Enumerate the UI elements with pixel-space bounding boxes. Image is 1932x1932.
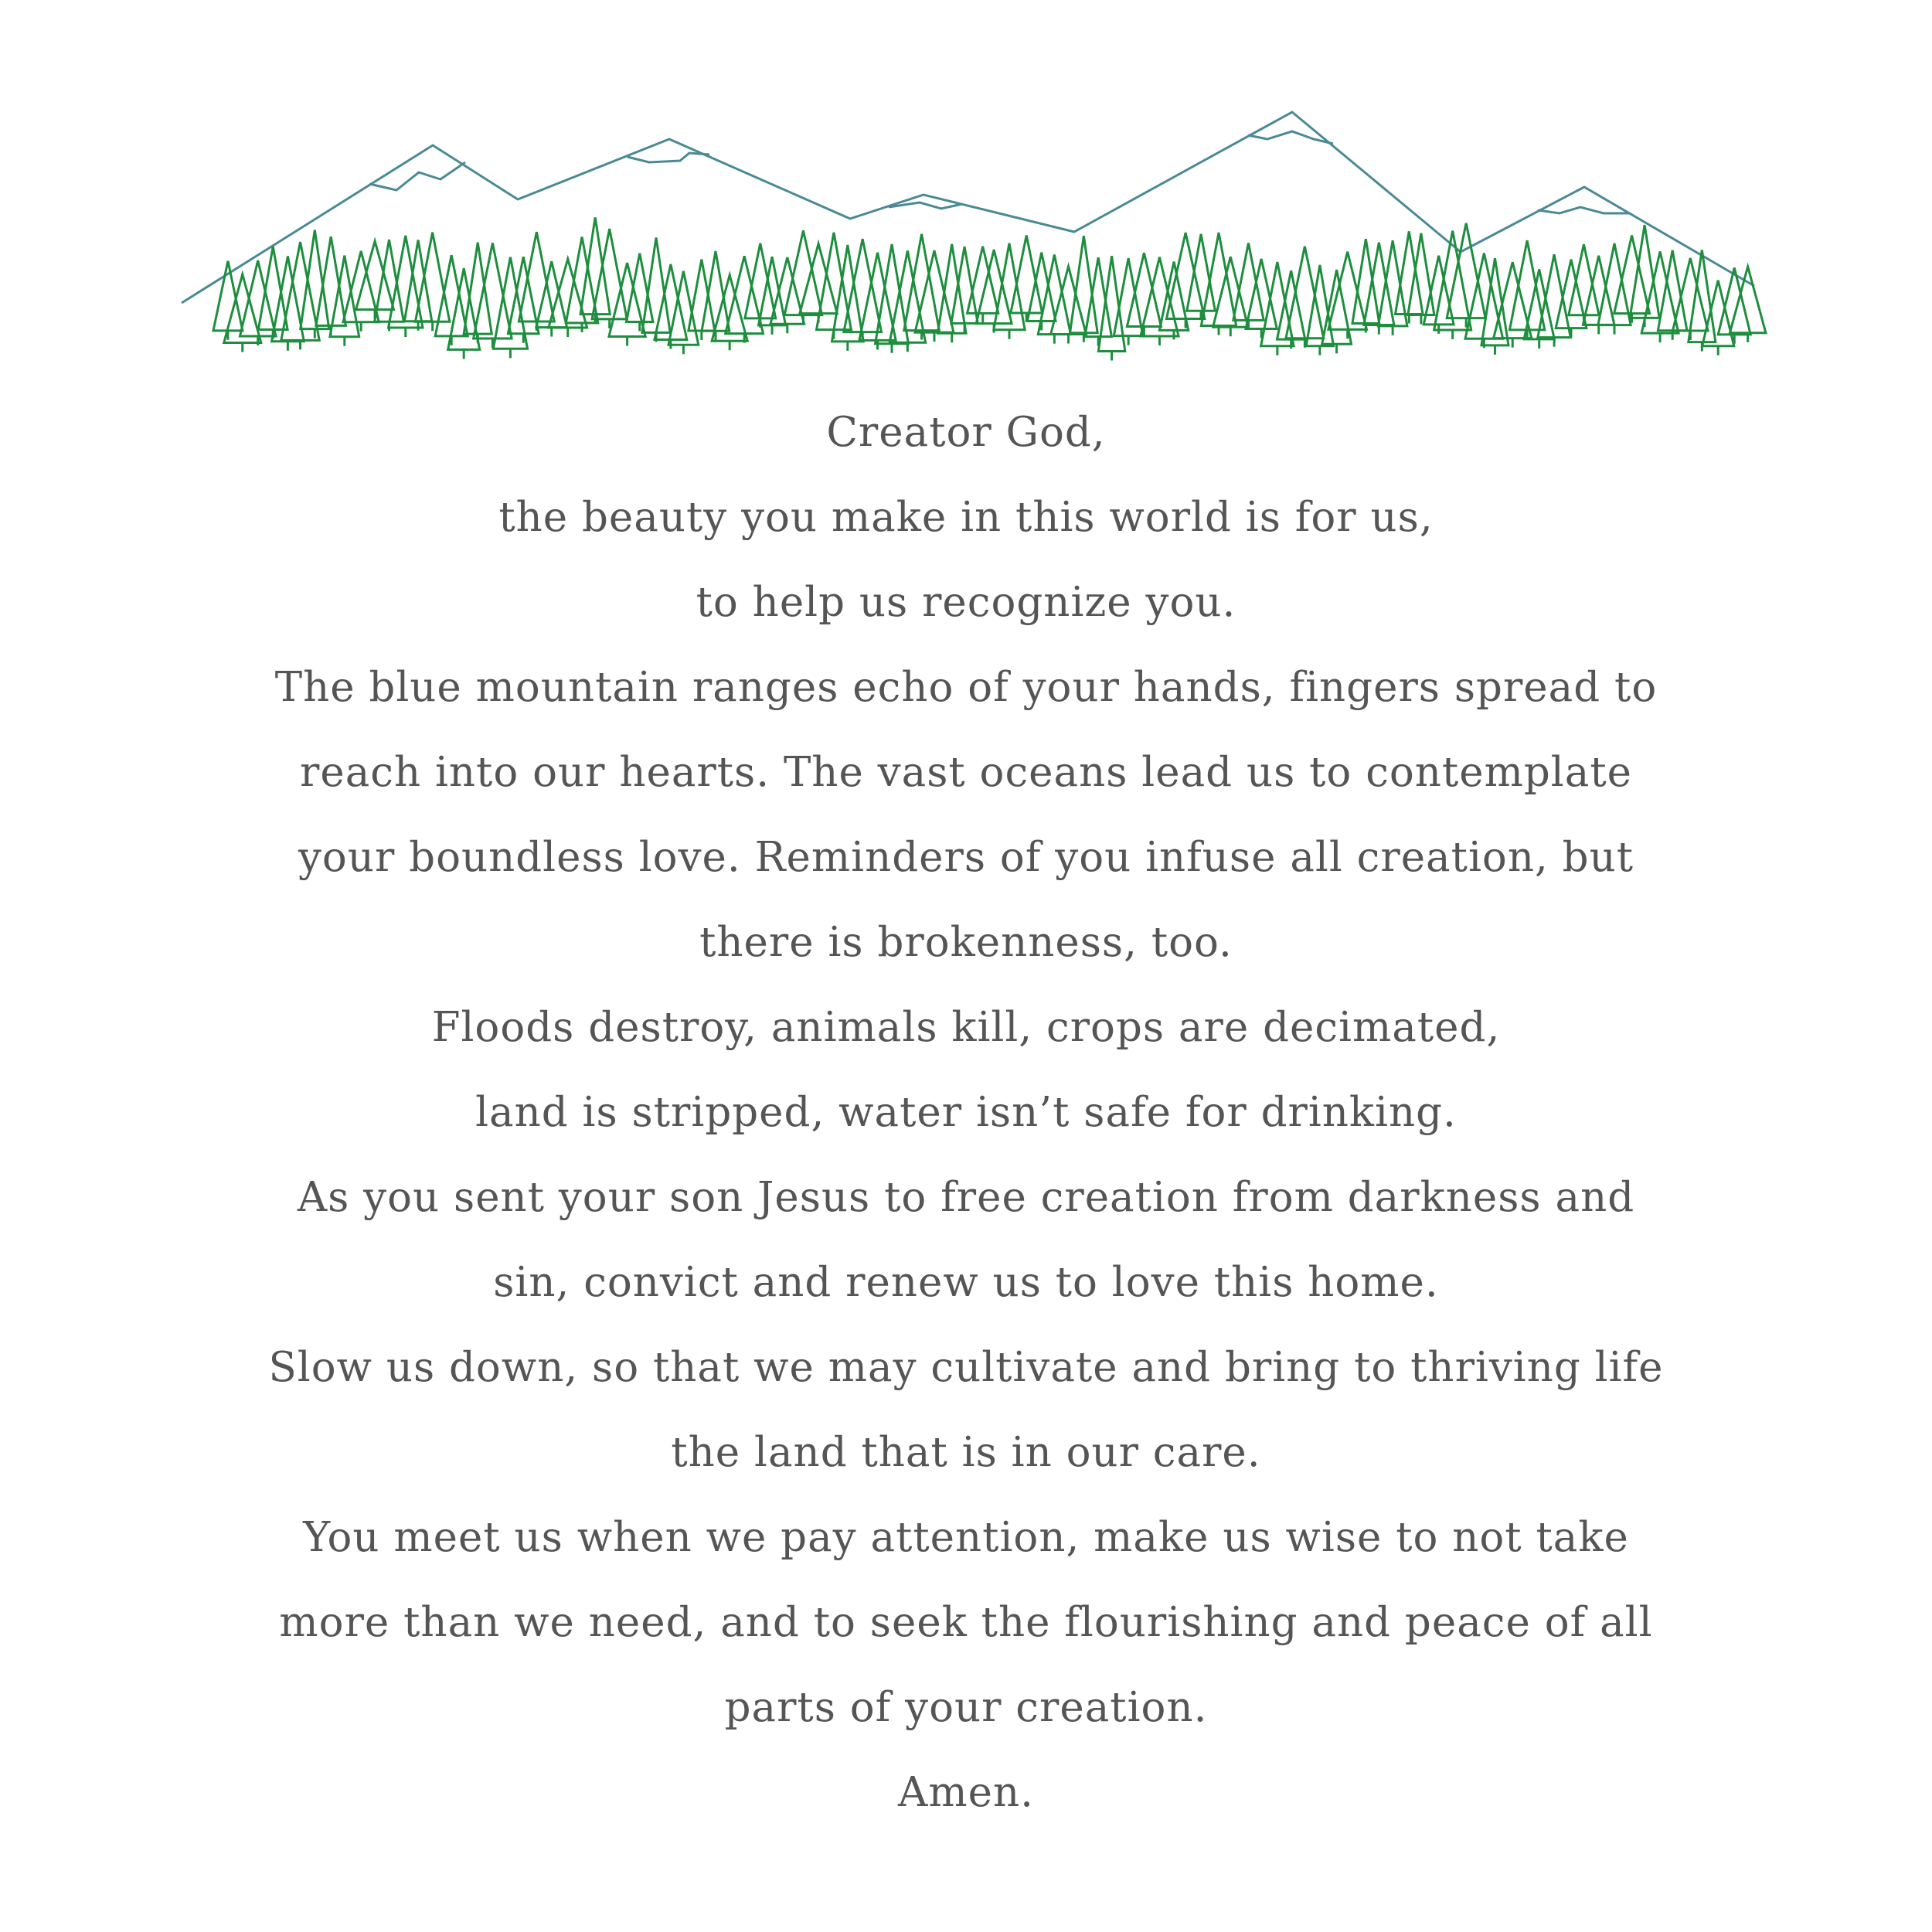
mountain-ridge-line bbox=[182, 112, 1754, 303]
pine-tree-icon bbox=[904, 234, 940, 331]
prayer-line: As you sent your son Jesus to free creation from darkness and bbox=[297, 1174, 1635, 1221]
pine-tree-icon bbox=[343, 251, 379, 322]
pine-tree-icon bbox=[415, 233, 449, 322]
prayer-line: parts of your creation. bbox=[724, 1684, 1208, 1731]
prayer-line: to help us recognize you. bbox=[696, 579, 1236, 626]
prayer-line: The blue mountain ranges echo of your hands, fingers spread to bbox=[274, 664, 1658, 711]
pine-tree-icon bbox=[224, 274, 261, 343]
pine-tree-icon bbox=[1286, 247, 1324, 338]
mountain-snowcap-line bbox=[1538, 207, 1631, 213]
mountain-range-icon bbox=[182, 112, 1754, 303]
pine-tree-row bbox=[213, 217, 1766, 360]
prayer-line: more than we need, and to seek the flourishing and peace of all bbox=[279, 1599, 1653, 1646]
prayer-line: You meet us when we pay attention, make us wise to not take bbox=[303, 1514, 1629, 1561]
pine-tree-icon bbox=[316, 236, 345, 325]
prayer-line: Slow us down, so that we may cultivate and bring to thriving life bbox=[268, 1344, 1664, 1391]
pine-tree-icon bbox=[1672, 258, 1708, 331]
prayer-line: Floods destroy, animals kill, crops are decimated, bbox=[431, 1004, 1501, 1051]
prayer-text bbox=[0, 390, 1932, 1835]
pine-tree-icon bbox=[258, 247, 287, 329]
prayer-line: Amen. bbox=[898, 1769, 1034, 1816]
mountain-snowcap-line bbox=[1248, 131, 1333, 144]
prayer-line: reach into our hearts. The vast oceans lead us to contemplate bbox=[300, 749, 1632, 796]
pine-tree-icon bbox=[726, 256, 764, 333]
prayer-line: sin, convict and renew us to love this home. bbox=[493, 1259, 1439, 1306]
prayer-line: the land that is in our care. bbox=[671, 1429, 1261, 1476]
pine-tree-icon bbox=[240, 260, 276, 336]
pine-tree-icon bbox=[968, 247, 998, 314]
pine-tree-icon bbox=[1127, 253, 1161, 326]
mountain-snowcap-line bbox=[628, 153, 709, 162]
pine-tree-icon bbox=[213, 261, 243, 331]
prayer-line: land is stripped, water isn’t safe for drinking. bbox=[475, 1089, 1457, 1136]
pine-tree-icon bbox=[668, 271, 699, 345]
prayer-line: your boundless love. Reminders of you infuse all creation, but bbox=[298, 834, 1634, 881]
prayer-line: there is brokenness, too. bbox=[699, 919, 1233, 966]
prayer-line: the beauty you make in this world is for us, bbox=[498, 494, 1434, 541]
prayer-line: Creator God, bbox=[826, 409, 1106, 456]
pine-tree-icon bbox=[1556, 260, 1587, 328]
